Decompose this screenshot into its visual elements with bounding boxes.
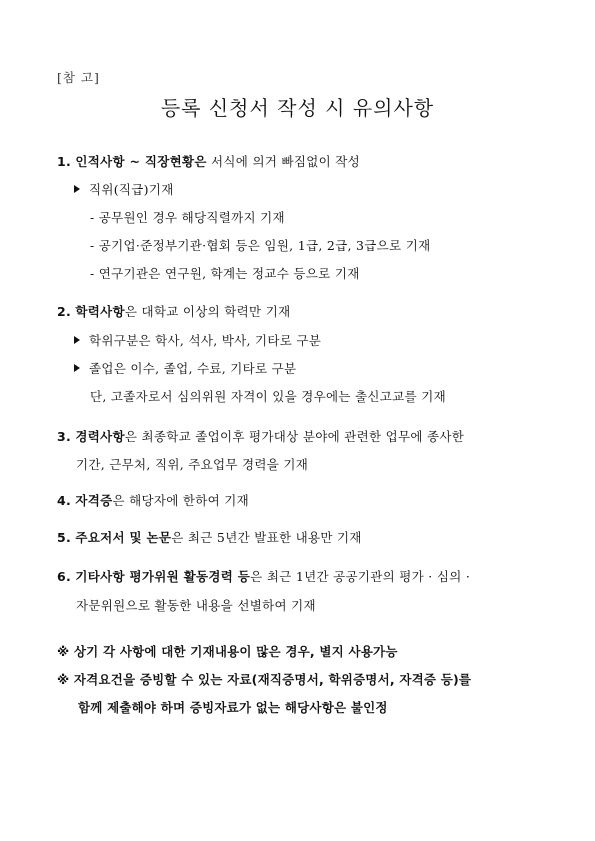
section-3-bold: 경력사항 [75, 429, 125, 444]
section-5-bold: 주요저서 및 논문 [75, 530, 172, 545]
section-1-heading [57, 152, 360, 170]
section-5-text: 은 최근 5년간 발표한 내용만 기재 [171, 530, 362, 545]
note-2: ※ 자격요건을 증빙할 수 있는 자료(재직증명서, 학위증명서, 자격증 등)를 [57, 672, 472, 687]
triangle-bullet-icon [74, 336, 80, 344]
note-2-continuation: 함께 제출해야 하며 증빙자료가 없는 해당사항은 불인정 [78, 700, 388, 715]
bullet-text: 학위구분은 학사, 석사, 박사, 기타로 구분 [89, 333, 322, 348]
section-2-continuation: 단, 고졸자로서 심의위원 자격이 있을 경우에는 출신고교를 기재 [90, 389, 446, 404]
section-1-text: 서식에 의거 빠짐없이 작성 [206, 154, 361, 169]
reference-label: [참 고] [57, 70, 100, 85]
section-3-continuation: 기간, 근무처, 직위, 주요업무 경력을 기재 [76, 457, 309, 472]
section-3-text: 은 최종학교 졸업이후 평가대상 분야에 관련한 업무에 종사한 [124, 429, 465, 444]
section-1-sub-3: - 연구기관은 연구원, 학계는 정교수 등으로 기재 [90, 266, 360, 281]
section-4-text: 은 해당자에 한하여 기재 [112, 493, 250, 508]
section-6-bold: 기타사항 평가위원 활동경력 등 [75, 569, 251, 584]
section-4-bold: 자격증 [75, 493, 113, 508]
section-1-bullet-1 [74, 180, 174, 198]
triangle-bullet-icon [74, 185, 80, 193]
section-6-heading [57, 567, 470, 585]
triangle-bullet-icon [74, 364, 80, 372]
section-4-number: 4. [57, 493, 72, 508]
section-2-text: 은 대학교 이상의 학력만 기재 [124, 304, 291, 319]
section-4-heading [57, 491, 249, 509]
section-1-sub-1: - 공무원인 경우 해당직렬까지 기재 [90, 210, 285, 225]
section-6-number: 6. [57, 569, 72, 584]
section-2-number: 2. [57, 304, 72, 319]
section-1-number: 1. [57, 154, 72, 169]
section-1-bold: 인적사항 ~ 직장현황은 [75, 154, 207, 169]
section-5-number: 5. [57, 530, 72, 545]
section-2-heading [57, 302, 290, 320]
section-2-bullet-1 [74, 331, 321, 349]
section-6-continuation: 자문위원으로 활동한 내용을 선별하여 기재 [76, 598, 316, 613]
section-6-text: 은 최근 1년간 공공기관의 평가 · 심의 · [250, 569, 471, 584]
bullet-text: 직위(직급)기재 [89, 182, 174, 197]
section-1-sub-2: - 공기업·준정부기관·협회 등은 임원, 1급, 2급, 3급으로 기재 [90, 238, 431, 253]
section-2-bold: 학력사항 [75, 304, 125, 319]
section-3-number: 3. [57, 429, 72, 444]
bullet-text: 졸업은 이수, 졸업, 수료, 기타로 구분 [89, 361, 297, 376]
page-title: 등록 신청서 작성 시 유의사항 [160, 96, 435, 120]
section-2-bullet-2 [74, 359, 296, 377]
section-3-heading [57, 427, 464, 445]
note-1: ※ 상기 각 사항에 대한 기재내용이 많은 경우, 별지 사용가능 [57, 644, 398, 659]
section-5-heading [57, 528, 362, 546]
